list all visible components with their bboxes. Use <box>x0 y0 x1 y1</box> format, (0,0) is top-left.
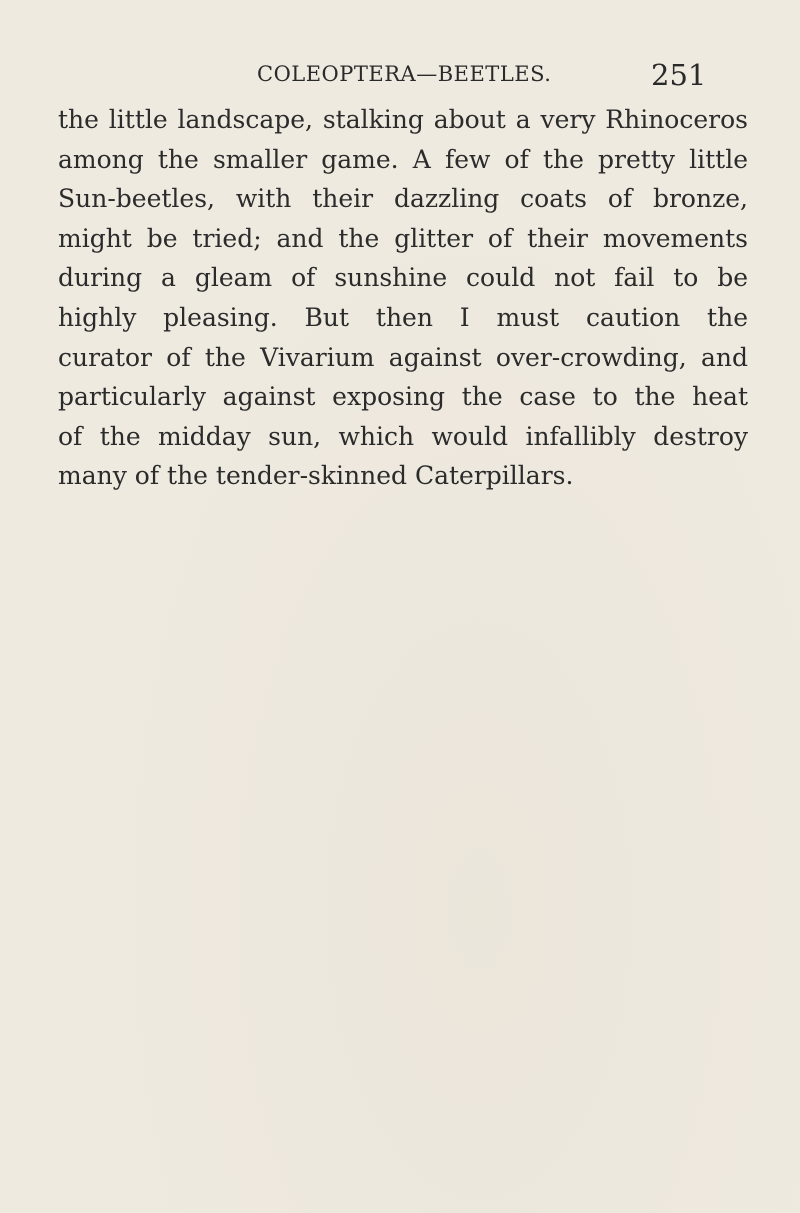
text-line: curator of the Vivarium against over-crowding, and <box>58 342 748 372</box>
text-line: the little landscape, stalking about a very Rhinoceros <box>58 105 748 134</box>
page-number: 251 <box>651 58 707 92</box>
text-line: among the smaller game. A few of the pretty little <box>58 144 748 174</box>
page-header <box>0 58 800 98</box>
running-head: COLEOPTERA—BEETLES. <box>257 62 552 86</box>
text-line: particularly against exposing the case to the heat <box>58 382 748 412</box>
text-line: of the midday sun, which would infallibly destroy <box>58 421 748 451</box>
body-paragraph <box>58 100 748 496</box>
text-line: Sun-beetles, with their dazzling coats of bronze, <box>58 184 748 214</box>
text-line: many of the tender-skinned Caterpillars. <box>58 461 574 491</box>
text-line: might be tried; and the glitter of their movements <box>58 223 748 253</box>
text-line: during a gleam of sunshine could not fail to be <box>58 263 748 293</box>
text-line: highly pleasing. But then I must caution the <box>58 302 748 332</box>
